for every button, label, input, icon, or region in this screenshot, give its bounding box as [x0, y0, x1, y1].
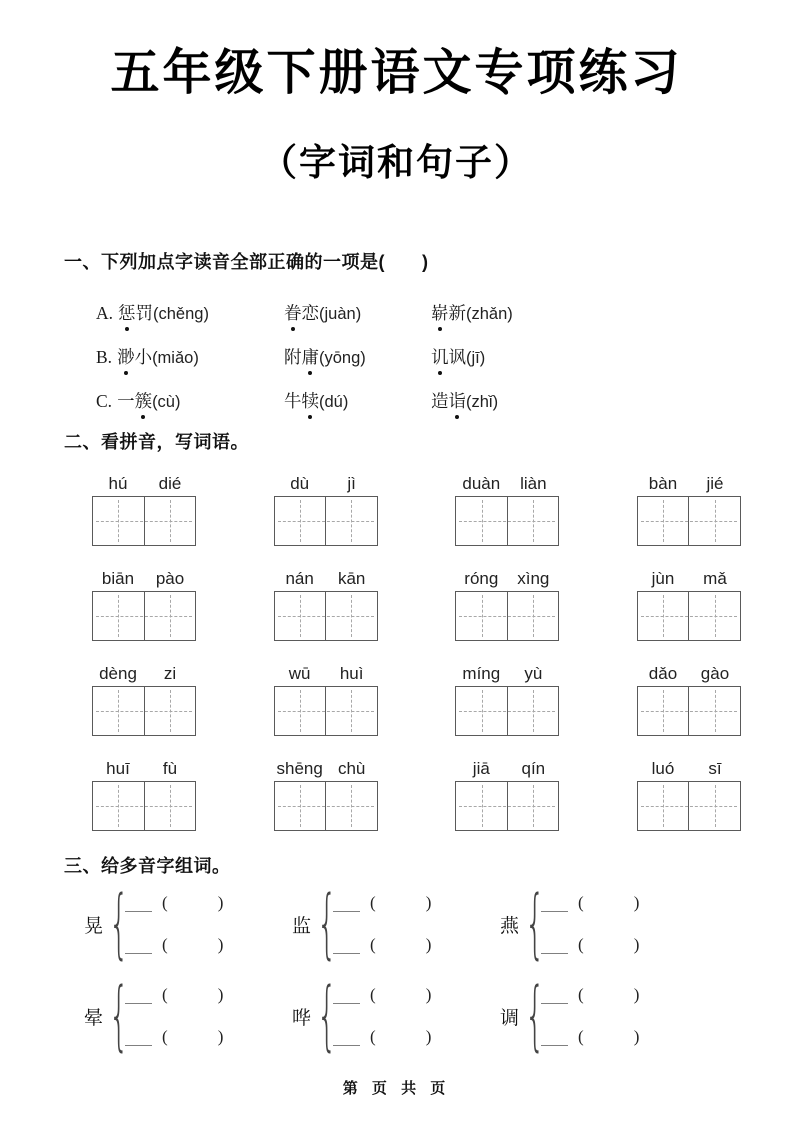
page-subtitle: （字词和句子）	[260, 142, 533, 183]
syllable-2: xìng	[517, 569, 550, 588]
writing-box	[455, 781, 559, 831]
pinyin-label	[92, 664, 196, 684]
option-cell	[96, 344, 284, 369]
polyphone-entry	[500, 878, 708, 967]
answer-lines	[125, 890, 223, 958]
option-cell	[431, 388, 793, 413]
writing-cell	[638, 687, 689, 735]
polyphone-row	[84, 878, 793, 967]
polyphone-char: 监	[292, 915, 312, 937]
pinyin-label	[274, 664, 378, 684]
dotted-char: 庸	[302, 344, 320, 369]
page-footer: 第 页 共 页	[342, 1080, 451, 1097]
word-pre: 一	[117, 390, 135, 411]
paren-open: (	[578, 985, 584, 1004]
syllable-1: jiā	[472, 759, 490, 778]
word-group	[117, 391, 180, 411]
writing-cell	[638, 782, 689, 830]
paren-open: (	[370, 893, 376, 912]
answer-lines	[333, 982, 431, 1050]
polyphone-entry	[500, 970, 708, 1059]
answer-lines	[333, 890, 431, 958]
answer-blank	[541, 898, 568, 912]
writing-cell	[325, 687, 377, 735]
pinyin-label	[455, 474, 559, 494]
paren-close: )	[633, 1027, 640, 1046]
answer-line	[125, 934, 223, 956]
syllable-1: dèng	[99, 664, 137, 683]
brace-icon: {	[108, 878, 130, 967]
pinyin-label	[455, 759, 559, 779]
pinyin-word-cell	[274, 664, 378, 736]
pinyin-word-cell	[637, 474, 741, 546]
pinyin-word-cell	[455, 569, 559, 641]
paren-close: )	[425, 893, 432, 912]
writing-cell	[325, 782, 377, 830]
dotted-char: 讥	[431, 344, 449, 369]
syllable-1: luó	[651, 759, 675, 778]
brace-icon: {	[108, 970, 130, 1059]
word-pinyin: (miǎo)	[152, 348, 199, 367]
syllable-2: kān	[337, 569, 366, 588]
paren-open: (	[162, 935, 168, 954]
writing-cell	[507, 687, 559, 735]
word-group	[431, 391, 498, 411]
writing-box	[455, 496, 559, 546]
syllable-2: sī	[708, 759, 722, 778]
pinyin-label	[637, 759, 741, 779]
pinyin-word-cell	[274, 569, 378, 641]
paren-open: (	[162, 1027, 168, 1046]
paren-open: (	[370, 1027, 376, 1046]
answer-line	[125, 892, 223, 914]
writing-cell	[93, 782, 144, 830]
paren-close: )	[425, 935, 432, 954]
writing-box	[92, 686, 196, 736]
writing-box	[637, 686, 741, 736]
writing-box	[274, 781, 378, 831]
dotted-char: 眷	[284, 300, 302, 325]
word-post: 罚	[135, 302, 154, 323]
paren-open: (	[578, 893, 584, 912]
pinyin-word-cell	[274, 474, 378, 546]
answer-blank	[125, 940, 152, 954]
paren-open: (	[578, 1027, 584, 1046]
writing-box	[455, 686, 559, 736]
pinyin-word-cell	[455, 759, 559, 831]
polyphone-entry	[292, 970, 500, 1059]
word-group	[284, 303, 361, 323]
word-post: 恋	[301, 302, 319, 323]
answer-line	[333, 934, 431, 956]
pinyin-word-cell	[274, 759, 378, 831]
option-label: C.	[96, 390, 113, 411]
paren-close: )	[217, 1027, 224, 1046]
writing-cell	[456, 592, 507, 640]
polyphone-row	[84, 970, 793, 1059]
writing-cell	[144, 592, 196, 640]
syllable-1: shēng	[276, 759, 323, 778]
word-pinyin: (chěng)	[153, 304, 209, 323]
writing-cell	[456, 687, 507, 735]
paren-close: )	[425, 985, 432, 1004]
writing-cell	[93, 497, 144, 545]
writing-cell	[144, 497, 196, 545]
answer-blank	[333, 898, 360, 912]
answer-line	[125, 1026, 223, 1048]
paren-close: )	[633, 935, 640, 954]
pinyin-word-cell	[455, 664, 559, 736]
polyphone-char: 燕	[500, 915, 520, 937]
pinyin-label	[637, 569, 741, 589]
pinyin-word-cell	[92, 569, 196, 641]
word-pinyin: (yōng)	[319, 348, 366, 367]
word-pre: 造	[431, 390, 449, 411]
answer-line	[333, 1026, 431, 1048]
answer-blank	[125, 1032, 152, 1046]
polyphone-char: 晕	[84, 1007, 104, 1029]
pinyin-word-cell	[92, 759, 196, 831]
writing-cell	[638, 592, 689, 640]
writing-cell	[275, 497, 326, 545]
section2-heading: 二、看拼音，写词语。	[64, 432, 249, 452]
syllable-1: wū	[288, 664, 311, 683]
answer-blank	[333, 990, 360, 1004]
writing-cell	[93, 687, 144, 735]
option-cell	[96, 300, 284, 325]
word-group	[117, 347, 199, 367]
pinyin-grid	[92, 474, 741, 831]
pinyin-label	[92, 569, 196, 589]
brace-icon: {	[524, 878, 546, 967]
paren-open: (	[162, 985, 168, 1004]
answer-blank	[541, 1032, 568, 1046]
syllable-2: yù	[524, 664, 543, 683]
syllable-2: liàn	[520, 474, 547, 493]
writing-cell	[144, 782, 196, 830]
syllable-1: róng	[464, 569, 499, 588]
answer-line	[541, 1026, 639, 1048]
syllable-2: pào	[155, 569, 185, 588]
writing-cell	[688, 592, 740, 640]
syllable-2: gào	[700, 664, 730, 683]
answer-line	[333, 892, 431, 914]
word-post: 新	[448, 302, 466, 323]
syllable-2: dié	[158, 474, 182, 493]
writing-box	[637, 781, 741, 831]
answer-line	[541, 984, 639, 1006]
option-row-c	[96, 378, 793, 422]
paren-close: )	[217, 985, 224, 1004]
writing-cell	[456, 782, 507, 830]
word-group	[118, 303, 209, 323]
writing-box	[455, 591, 559, 641]
option-label: B.	[96, 346, 113, 367]
option-cell	[284, 344, 431, 369]
word-pinyin: (zhǐ)	[466, 392, 499, 411]
writing-cell	[325, 497, 377, 545]
answer-blank	[125, 898, 152, 912]
paren-open: (	[370, 985, 376, 1004]
paren-close: )	[633, 985, 640, 1004]
brace-icon: {	[316, 878, 338, 967]
pinyin-word-cell	[92, 664, 196, 736]
polyphone-char: 哗	[292, 1007, 312, 1029]
pinyin-row	[92, 664, 741, 736]
option-cell	[431, 300, 793, 325]
writing-cell	[638, 497, 689, 545]
dotted-char: 渺	[117, 344, 135, 369]
section3-heading: 三、给多音字组词。	[64, 856, 231, 876]
writing-cell	[456, 497, 507, 545]
writing-cell	[507, 497, 559, 545]
paren-close: )	[217, 893, 224, 912]
dotted-char: 簇	[135, 388, 153, 413]
pinyin-label	[455, 664, 559, 684]
paren-close: )	[217, 935, 224, 954]
pinyin-label	[92, 474, 196, 494]
word-pinyin: (zhǎn)	[466, 304, 513, 323]
brace-icon: {	[316, 970, 338, 1059]
paren-close: )	[425, 1027, 432, 1046]
polyphone-entry	[84, 878, 292, 967]
dotted-char: 犊	[302, 388, 320, 413]
answer-blank	[333, 1032, 360, 1046]
answer-blank	[333, 940, 360, 954]
word-post: 小	[134, 346, 153, 367]
answer-lines	[541, 890, 639, 958]
pinyin-label	[92, 759, 196, 779]
polyphone-char: 调	[500, 1007, 520, 1029]
writing-cell	[275, 782, 326, 830]
pinyin-label	[274, 474, 378, 494]
writing-box	[637, 591, 741, 641]
brace-icon: {	[524, 970, 546, 1059]
writing-cell	[93, 592, 144, 640]
syllable-1: huī	[106, 759, 130, 778]
writing-cell	[688, 687, 740, 735]
writing-cell	[507, 592, 559, 640]
word-pre: 附	[284, 346, 302, 367]
option-label: A.	[96, 302, 114, 323]
writing-cell	[688, 782, 740, 830]
pinyin-row	[92, 474, 741, 546]
paren-open: (	[370, 935, 376, 954]
syllable-2: chù	[337, 759, 366, 778]
writing-cell	[507, 782, 559, 830]
polyphone-entry	[292, 878, 500, 967]
answer-lines	[125, 982, 223, 1050]
section1-options	[96, 290, 793, 422]
answer-line	[541, 934, 639, 956]
word-pinyin: (juàn)	[319, 304, 362, 323]
answer-blank	[541, 990, 568, 1004]
paren-open: (	[578, 935, 584, 954]
writing-box	[274, 496, 378, 546]
page-title: 五年级下册语文专项练习	[110, 46, 683, 100]
word-pre: 牛	[284, 390, 302, 411]
syllable-1: biān	[101, 569, 135, 588]
paren-open: (	[162, 893, 168, 912]
word-group	[431, 303, 513, 323]
option-cell	[284, 300, 431, 325]
syllable-2: qín	[521, 759, 546, 778]
polyphone-char: 晃	[84, 915, 104, 937]
writing-cell	[688, 497, 740, 545]
writing-cell	[325, 592, 377, 640]
option-row-b	[96, 334, 793, 378]
answer-blank	[125, 990, 152, 1004]
dotted-char: 崭	[431, 300, 449, 325]
section1-heading: 一、下列加点字读音全部正确的一项是( )	[64, 252, 429, 272]
writing-box	[637, 496, 741, 546]
syllable-1: duàn	[462, 474, 501, 493]
pinyin-label	[455, 569, 559, 589]
polyphone-grid	[84, 878, 793, 1059]
dotted-char: 诣	[449, 388, 467, 413]
dotted-char: 惩	[118, 300, 136, 325]
syllable-2: zi	[163, 664, 177, 683]
answer-lines	[541, 982, 639, 1050]
pinyin-word-cell	[92, 474, 196, 546]
answer-line	[541, 892, 639, 914]
pinyin-row	[92, 759, 741, 831]
pinyin-label	[637, 474, 741, 494]
writing-box	[274, 591, 378, 641]
pinyin-word-cell	[455, 474, 559, 546]
writing-cell	[275, 592, 326, 640]
pinyin-row	[92, 569, 741, 641]
syllable-1: dù	[290, 474, 310, 493]
syllable-2: jié	[706, 474, 724, 493]
syllable-1: dǎo	[648, 664, 678, 683]
option-row-a	[96, 290, 793, 334]
syllable-2: jì	[347, 474, 356, 493]
polyphone-entry	[84, 970, 292, 1059]
option-cell	[284, 388, 431, 413]
pinyin-word-cell	[637, 569, 741, 641]
word-group	[284, 391, 348, 411]
word-pinyin: (jī)	[466, 348, 486, 367]
writing-cell	[144, 687, 196, 735]
word-pinyin: (dú)	[319, 392, 349, 411]
pinyin-word-cell	[637, 759, 741, 831]
answer-line	[125, 984, 223, 1006]
pinyin-label	[637, 664, 741, 684]
option-cell	[431, 344, 793, 369]
syllable-1: míng	[462, 664, 501, 683]
syllable-1: bàn	[648, 474, 678, 493]
writing-box	[274, 686, 378, 736]
syllable-1: jùn	[651, 569, 675, 588]
word-post: 讽	[448, 346, 466, 367]
pinyin-label	[274, 569, 378, 589]
paren-close: )	[633, 893, 640, 912]
writing-cell	[275, 687, 326, 735]
pinyin-word-cell	[637, 664, 741, 736]
option-cell	[96, 388, 284, 413]
writing-box	[92, 781, 196, 831]
writing-box	[92, 591, 196, 641]
word-pinyin: (cù)	[152, 392, 181, 411]
syllable-1: nán	[285, 569, 314, 588]
syllable-2: mǎ	[703, 569, 727, 588]
word-group	[431, 347, 485, 367]
syllable-2: huì	[339, 664, 364, 683]
syllable-1: hú	[108, 474, 128, 493]
word-group	[284, 347, 366, 367]
writing-box	[92, 496, 196, 546]
pinyin-label	[274, 759, 378, 779]
syllable-2: fù	[162, 759, 178, 778]
answer-blank	[541, 940, 568, 954]
answer-line	[333, 984, 431, 1006]
